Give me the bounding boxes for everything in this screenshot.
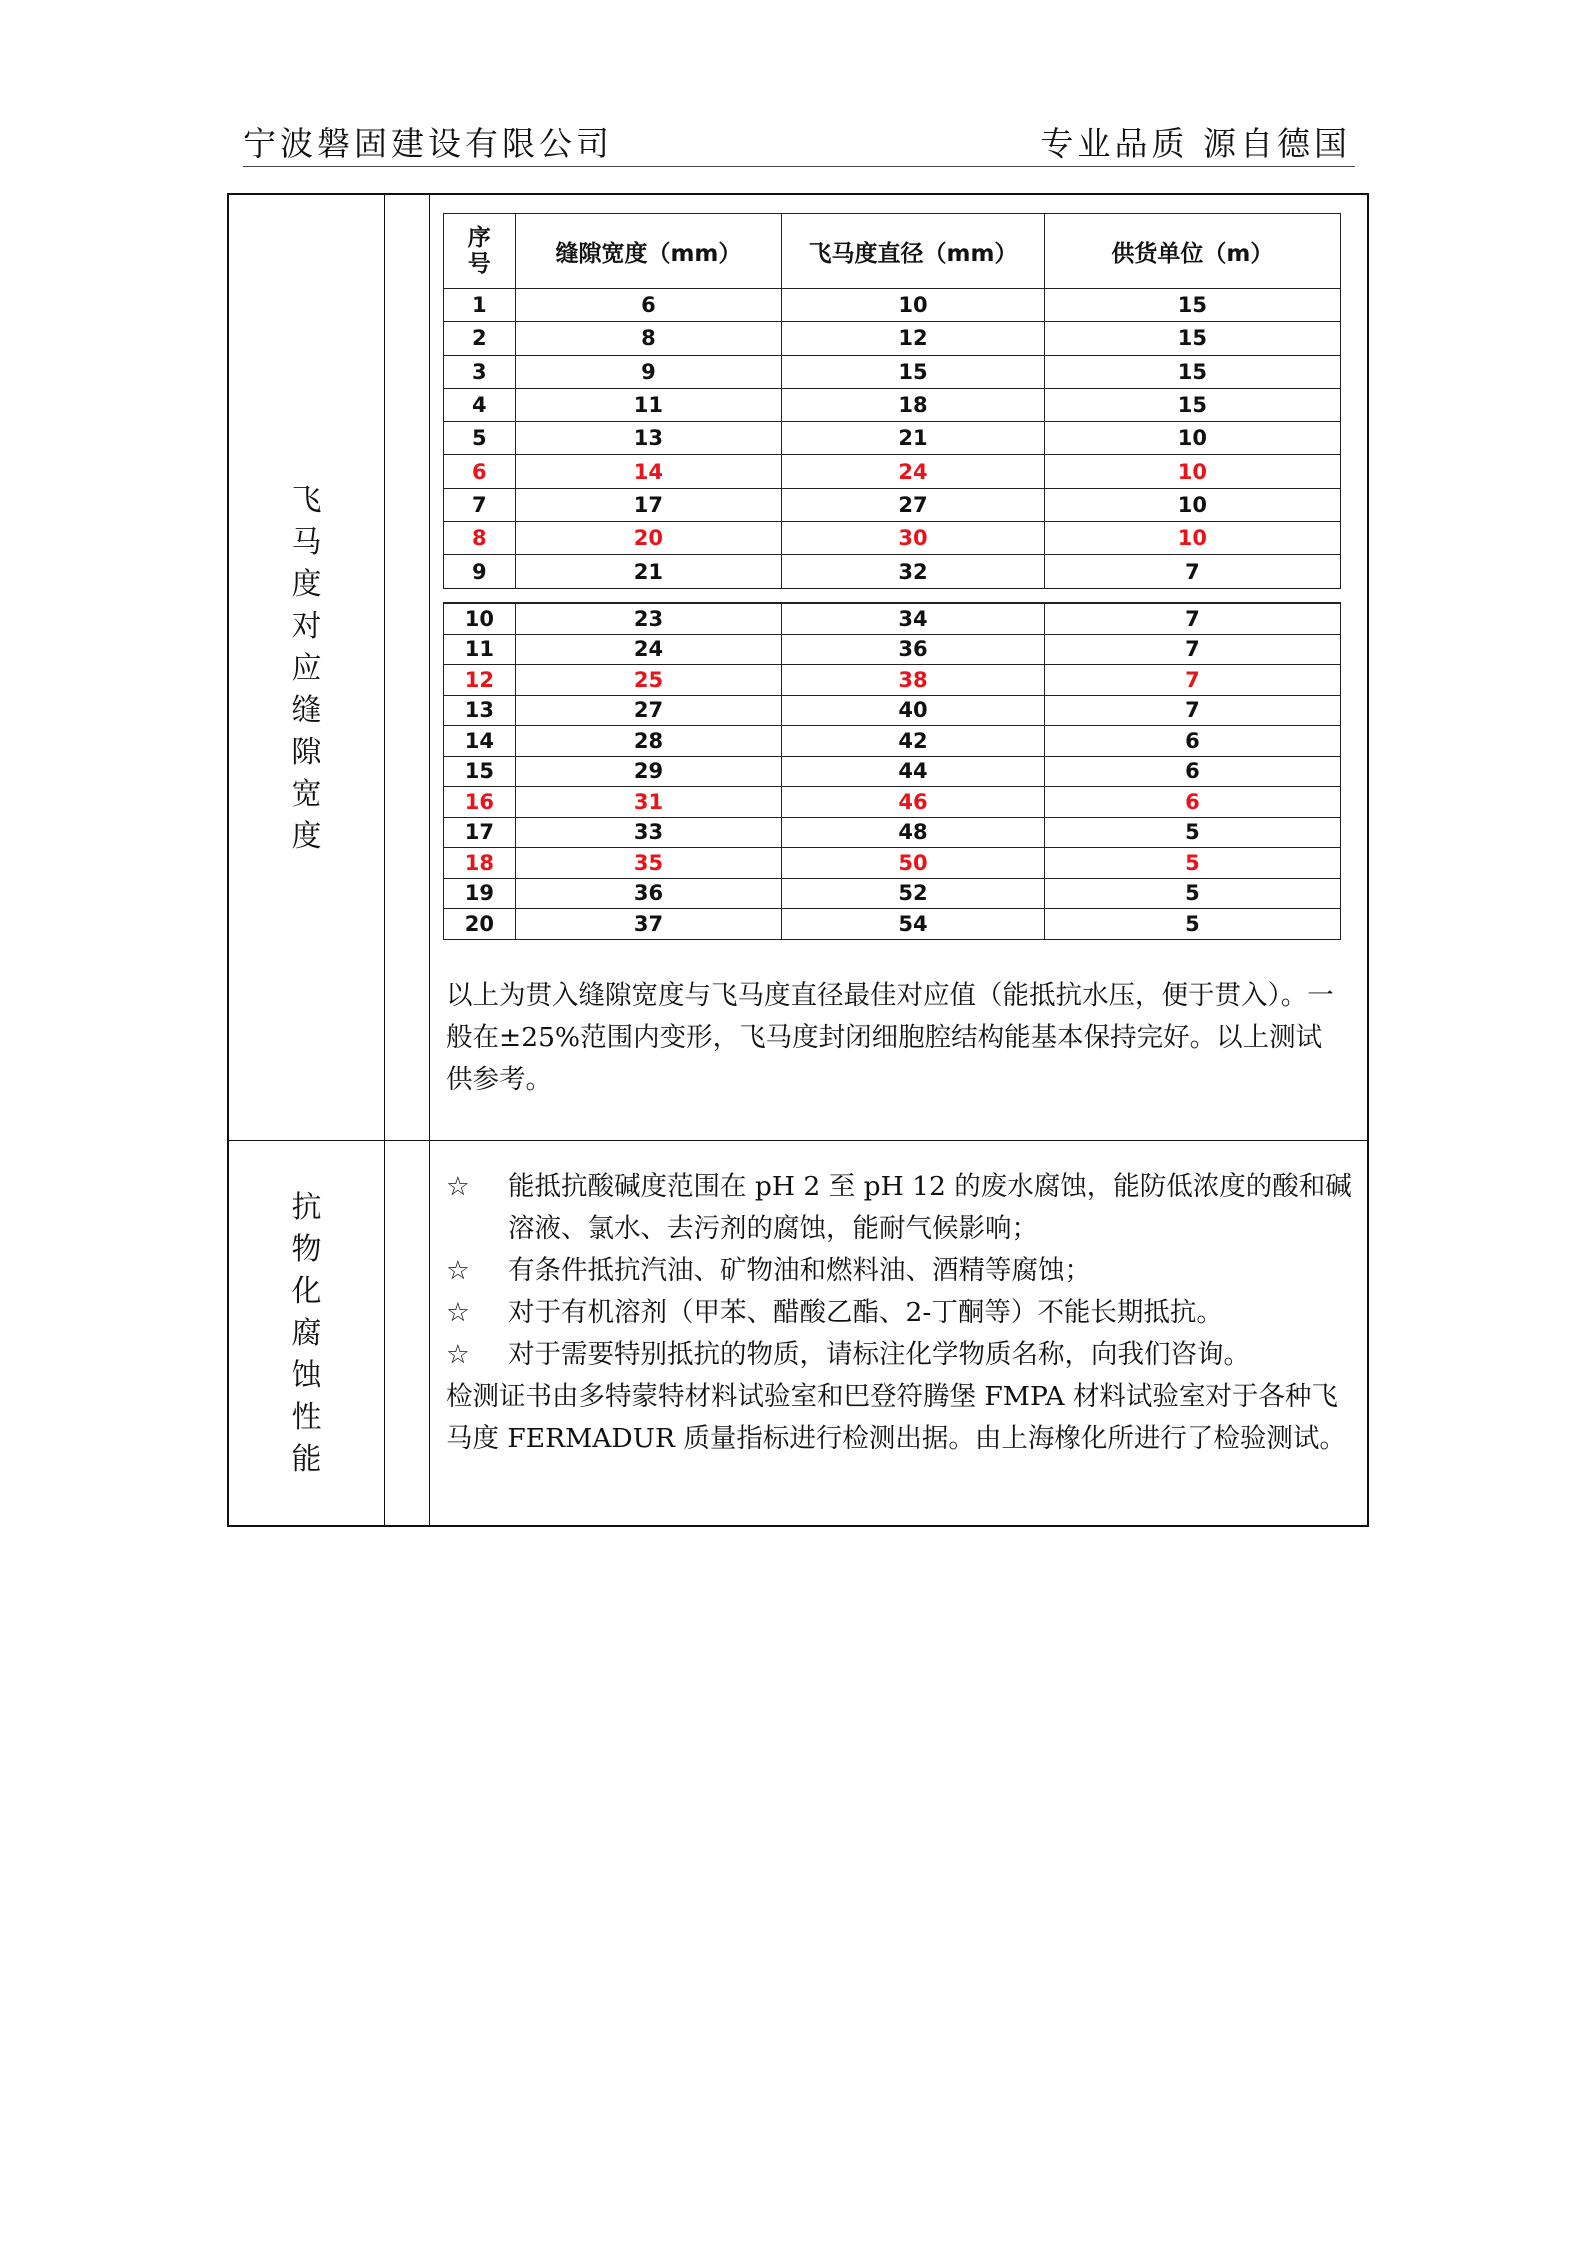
header-seq — [444, 214, 516, 289]
cell-supply-unit: 5 — [1044, 909, 1340, 940]
cell-supply-unit: 5 — [1044, 817, 1340, 848]
chemical-resistance-list — [446, 1166, 1364, 1460]
cell-diameter: 44 — [782, 756, 1045, 787]
label-char: 能 — [291, 1442, 322, 1477]
cell-supply-unit: 7 — [1044, 634, 1340, 665]
page-header — [243, 118, 1355, 167]
cell-supply-unit: 10 — [1044, 455, 1340, 488]
label-char: 对 — [291, 609, 322, 644]
table-note-paragraph: 以上为贯入缝隙宽度与飞马度直径最佳对应值（能抵抗水压，便于贯入）。一般在±25%范围内变形，飞马度封闭细胞腔结构能基本保持完好。以上测试供参考。 — [446, 980, 1334, 1095]
cell-diameter: 46 — [782, 787, 1045, 818]
label-char: 腐 — [291, 1316, 322, 1351]
cell-gap-width: 27 — [515, 695, 782, 726]
cell-supply-unit: 7 — [1044, 695, 1340, 726]
cell-supply-unit: 6 — [1044, 726, 1340, 757]
label-char: 蚀 — [291, 1358, 322, 1393]
cell-seq: 16 — [444, 787, 516, 818]
cell-supply-unit: 15 — [1044, 289, 1340, 322]
cell-diameter: 27 — [782, 488, 1045, 521]
cell-supply-unit: 7 — [1044, 665, 1340, 696]
cell-gap-width: 9 — [515, 355, 782, 388]
label-char: 物 — [291, 1232, 322, 1267]
table-row — [444, 322, 1341, 355]
label-char: 隙 — [291, 735, 322, 770]
cell-gap-width: 25 — [515, 665, 782, 696]
cell-seq: 14 — [444, 726, 516, 757]
label-char: 化 — [291, 1274, 322, 1309]
label-char: 抗 — [291, 1190, 322, 1225]
cell-seq: 13 — [444, 695, 516, 726]
list-item-text: 对于需要特别抵抗的物质，请标注化学物质名称，向我们咨询。 — [508, 1339, 1250, 1370]
header-diameter: 飞马度直径（mm） — [782, 214, 1045, 289]
cell-diameter: 21 — [782, 422, 1045, 455]
table-row — [444, 455, 1341, 488]
row-divider — [229, 1140, 1367, 1141]
star-icon: ☆ — [446, 1171, 470, 1202]
cell-gap-width: 20 — [515, 522, 782, 555]
cell-diameter: 50 — [782, 848, 1045, 879]
cell-gap-width: 28 — [515, 726, 782, 757]
cell-gap-width: 11 — [515, 388, 782, 421]
cell-seq: 15 — [444, 756, 516, 787]
cell-diameter: 30 — [782, 522, 1045, 555]
table-row — [444, 909, 1341, 940]
section-label-chemical-resistance — [229, 1187, 384, 1481]
cell-seq: 4 — [444, 388, 516, 421]
label-char: 性 — [291, 1400, 322, 1435]
cell-gap-width: 35 — [515, 848, 782, 879]
cell-gap-width: 23 — [515, 603, 782, 634]
label-char: 度 — [291, 819, 322, 854]
cell-gap-width: 14 — [515, 455, 782, 488]
table-row — [444, 289, 1341, 322]
list-item-text: 有条件抵抗汽油、矿物油和燃料油、酒精等腐蚀； — [508, 1255, 1091, 1286]
table-row — [444, 603, 1341, 634]
cell-seq: 11 — [444, 634, 516, 665]
cell-gap-width: 33 — [515, 817, 782, 848]
cell-supply-unit: 7 — [1044, 555, 1340, 588]
list-item-text: 对于有机溶剂（甲苯、醋酸乙酯、2-丁酮等）不能长期抵抗。 — [508, 1297, 1223, 1328]
cell-diameter: 38 — [782, 665, 1045, 696]
table-row — [444, 522, 1341, 555]
cell-supply-unit: 15 — [1044, 355, 1340, 388]
list-item — [446, 1166, 1364, 1250]
table-row — [444, 787, 1341, 818]
cell-gap-width: 21 — [515, 555, 782, 588]
table-row — [444, 817, 1341, 848]
star-icon: ☆ — [446, 1297, 470, 1328]
cell-gap-width: 29 — [515, 756, 782, 787]
cell-gap-width: 24 — [515, 634, 782, 665]
cell-diameter: 15 — [782, 355, 1045, 388]
label-char: 应 — [291, 651, 322, 686]
cell-supply-unit: 15 — [1044, 322, 1340, 355]
cell-supply-unit: 5 — [1044, 878, 1340, 909]
cell-supply-unit: 15 — [1044, 388, 1340, 421]
list-item-text: 能抵抗酸碱度范围在 pH 2 至 pH 12 的废水腐蚀，能防低浓度的酸和碱溶液、氯水、去污剂的腐蚀，能耐气候影响； — [508, 1171, 1352, 1244]
table-row — [444, 388, 1341, 421]
section-label-gap-width — [229, 480, 384, 858]
star-icon: ☆ — [446, 1339, 470, 1370]
table-row — [444, 488, 1341, 521]
company-name: 宁波磐固建设有限公司 — [243, 124, 613, 163]
label-char: 马 — [291, 525, 322, 560]
list-item — [446, 1292, 1364, 1334]
column-divider — [429, 195, 430, 1525]
header-seq-line2: 号 — [467, 251, 491, 277]
table-row — [444, 422, 1341, 455]
list-item — [446, 1250, 1364, 1292]
table-row — [444, 555, 1341, 588]
cell-seq: 10 — [444, 603, 516, 634]
cell-gap-width: 6 — [515, 289, 782, 322]
table-row — [444, 695, 1341, 726]
cell-diameter: 52 — [782, 878, 1045, 909]
label-char: 宽 — [291, 777, 322, 812]
table-row — [444, 756, 1341, 787]
gap-diameter-table-continued — [443, 602, 1341, 940]
table-header-row — [444, 214, 1341, 289]
label-char: 度 — [291, 567, 322, 602]
table-row — [444, 848, 1341, 879]
cell-seq: 20 — [444, 909, 516, 940]
company-slogan: 专业品质 源自德国 — [1040, 124, 1351, 163]
cell-supply-unit: 10 — [1044, 422, 1340, 455]
table-row — [444, 634, 1341, 665]
star-icon: ☆ — [446, 1255, 470, 1286]
cell-gap-width: 8 — [515, 322, 782, 355]
cell-diameter: 24 — [782, 455, 1045, 488]
label-char: 飞 — [291, 483, 322, 518]
header-seq-line1: 序 — [467, 225, 491, 251]
cell-seq: 1 — [444, 289, 516, 322]
cell-diameter: 12 — [782, 322, 1045, 355]
cell-gap-width: 37 — [515, 909, 782, 940]
cell-gap-width: 36 — [515, 878, 782, 909]
cell-supply-unit: 6 — [1044, 787, 1340, 818]
cell-diameter: 48 — [782, 817, 1045, 848]
cell-seq: 19 — [444, 878, 516, 909]
cell-seq: 9 — [444, 555, 516, 588]
cell-gap-width: 13 — [515, 422, 782, 455]
cell-diameter: 18 — [782, 388, 1045, 421]
table-row — [444, 878, 1341, 909]
list-item — [446, 1334, 1364, 1376]
cell-supply-unit: 6 — [1044, 756, 1340, 787]
cell-supply-unit: 10 — [1044, 488, 1340, 521]
gap-diameter-table — [443, 213, 1341, 589]
cell-seq: 12 — [444, 665, 516, 696]
table-row — [444, 726, 1341, 757]
cell-supply-unit: 5 — [1044, 848, 1340, 879]
cell-seq: 6 — [444, 455, 516, 488]
cell-diameter: 34 — [782, 603, 1045, 634]
cell-gap-width: 17 — [515, 488, 782, 521]
header-supply-unit: 供货单位（m） — [1044, 214, 1340, 289]
cell-diameter: 42 — [782, 726, 1045, 757]
certification-paragraph: 检测证书由多特蒙特材料试验室和巴登符腾堡 FMPA 材料试验室对于各种飞马度 FERMADUR 质量指标进行检测出据。由上海橡化所进行了检验测试。 — [446, 1381, 1346, 1454]
cell-seq: 8 — [444, 522, 516, 555]
column-divider — [384, 195, 385, 1525]
cell-supply-unit: 10 — [1044, 522, 1340, 555]
cell-diameter: 54 — [782, 909, 1045, 940]
cell-diameter: 40 — [782, 695, 1045, 726]
cell-diameter: 10 — [782, 289, 1045, 322]
cell-seq: 2 — [444, 322, 516, 355]
table-row — [444, 355, 1341, 388]
cell-diameter: 36 — [782, 634, 1045, 665]
cell-seq: 7 — [444, 488, 516, 521]
cell-supply-unit: 7 — [1044, 603, 1340, 634]
cell-seq: 5 — [444, 422, 516, 455]
cell-seq: 3 — [444, 355, 516, 388]
cell-seq: 17 — [444, 817, 516, 848]
label-char: 缝 — [291, 693, 322, 728]
cell-diameter: 32 — [782, 555, 1045, 588]
header-gap-width: 缝隙宽度（mm） — [515, 214, 782, 289]
cell-seq: 18 — [444, 848, 516, 879]
table-row — [444, 665, 1341, 696]
cell-gap-width: 31 — [515, 787, 782, 818]
